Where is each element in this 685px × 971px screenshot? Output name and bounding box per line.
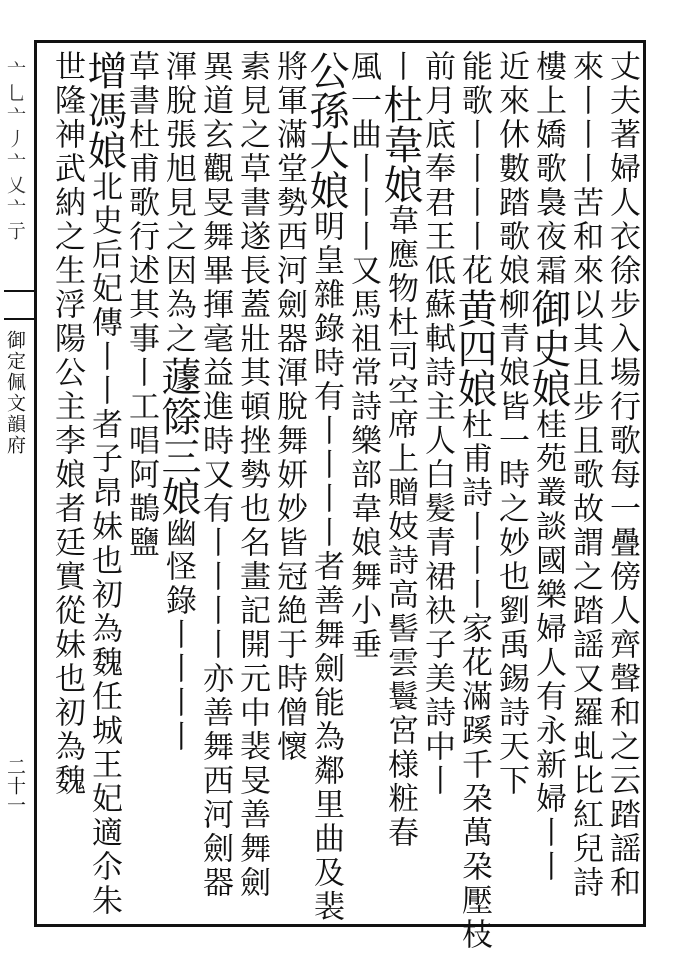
text-column: [81, 50, 127, 920]
entry-text: 北史后妃傳丨丨者子昂妹也初為魏任城王妃適尒朱: [86, 170, 122, 918]
entry-text: 樓上嬌歌裊夜霜: [530, 50, 566, 288]
text-column: [566, 50, 603, 920]
entry-text: 風一曲丨丨丨又馬祖常詩樂部韋娘舞小垂: [345, 50, 381, 662]
frame-bottom-rule: [34, 924, 646, 927]
entry-text: 低蘇軾詩主人白髮青裙袂子美詩中丨: [419, 254, 455, 798]
entry-text: 能歌丨丨丨丨花: [456, 50, 492, 288]
entry-text: 杜甫詩丨丨丨家花滿蹊千朶萬朶壓枝: [456, 408, 492, 952]
entry-text: 桂苑叢談國樂婦人有永新婦丨丨: [530, 408, 566, 884]
entry-text: 丈夫著婦人衣徐步入場行歌每一疊傍人齊聲和之云踏謡和: [604, 50, 640, 900]
entry-heading: 蘧篨三娘: [155, 356, 201, 516]
text-column: [603, 50, 640, 920]
text-column: [303, 50, 349, 924]
text-column: [344, 50, 381, 920]
entry-heading: 御史娘: [525, 288, 571, 408]
entry-text: 近來休數踏歌娘: [493, 50, 529, 288]
entry-text: 韋應物杜司空席上贈妓詩高髻雲鬟宮様粧春: [382, 204, 418, 850]
margin-divider-upper: [4, 290, 34, 292]
frame-right-rule: [643, 40, 646, 927]
margin-top-text: 亠乚亠丿亠乂亠亍: [4, 60, 26, 244]
entry-text: 來丨丨丨苦和來以其且步且歌故謂之踏謡又羅虬比紅兒詩: [567, 50, 603, 900]
text-column: [377, 50, 423, 920]
text-column: [492, 50, 529, 920]
entry-text: 幽怪錄丨丨丨丨: [160, 516, 196, 754]
page-number: 二十一: [4, 756, 26, 814]
entry-text: 前月底奉君王: [419, 50, 455, 254]
book-title: 御定佩文韻府: [4, 330, 26, 456]
text-column: [48, 50, 85, 920]
entry-text: 明皇雜錄時有丨丨丨丨者善舞劍能為鄰里曲及裴: [308, 210, 344, 924]
entry-text: 渾脫張旭見之因為之: [160, 50, 196, 356]
entry-text: 柳青娘皆一時之妙也劉禹錫詩天下: [493, 288, 529, 798]
entry-text: 素見之草書遂長蓋壯其頓挫勢也名畫記開元中裴旻善舞劍: [234, 50, 270, 900]
entry-heading: 黄四娘: [451, 288, 497, 408]
entry-text: 異道玄觀旻舞畢揮毫益進時又有丨丨丨丨亦善舞西河劍器: [197, 50, 233, 900]
text-column: [233, 50, 270, 920]
text-column: [418, 50, 455, 920]
entry-text: 丨工唱阿鵲鹽: [123, 356, 159, 560]
text-column: [451, 50, 497, 952]
margin-divider-lower: [4, 318, 34, 320]
entry-heading: 杜韋娘: [377, 84, 423, 204]
frame-top-rule: [34, 40, 646, 43]
entry-text: 將軍滿堂勢西河劍器渾脫舞妍妙皆冠絶于時僧懷: [271, 50, 307, 764]
text-column: [122, 50, 159, 920]
entry-heading: 增馮娘: [81, 50, 127, 170]
text-column: [155, 50, 201, 920]
entry-text: 草書杜甫歌行述其事: [123, 50, 159, 356]
text-column: [525, 50, 571, 920]
entry-text: 世隆神武納之生浮陽公主李娘者廷實從妹也初為魏: [49, 50, 85, 798]
frame-left-rule: [34, 40, 37, 927]
entry-text: 丨: [382, 50, 418, 84]
text-column: [196, 50, 233, 920]
entry-heading: 公孫大娘: [303, 50, 349, 210]
text-column: [270, 50, 307, 920]
